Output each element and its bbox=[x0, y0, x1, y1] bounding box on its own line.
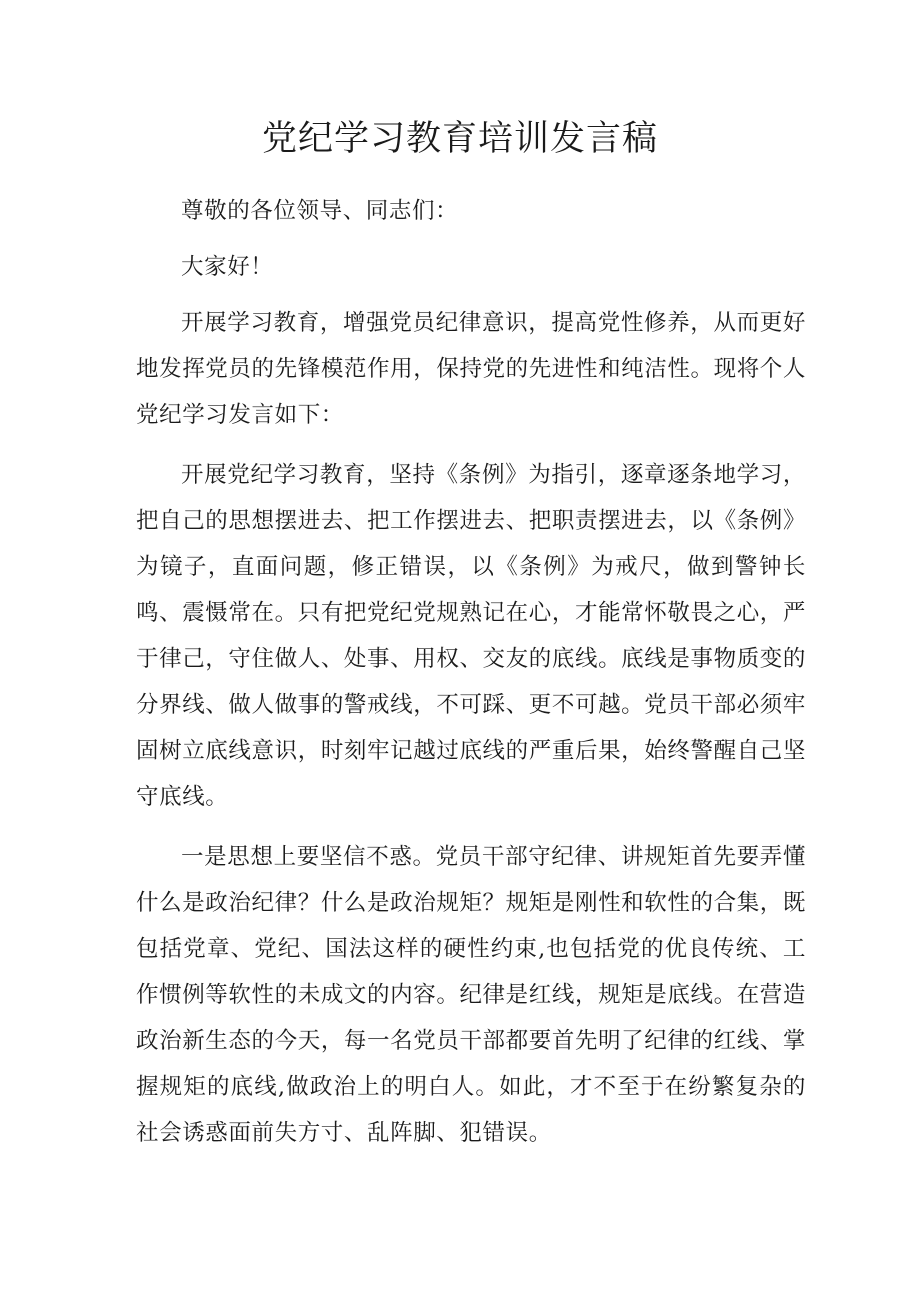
body-paragraph: 一是思想上要坚信不惑。党员干部守纪律、讲规矩首先要弄懂什么是政治纪律？什么是政治规矩？规矩是刚性和软性的合集，既包括党章、党纪、国法这样的硬性约束,也包括党的优良传统、工作惯例等软性的未成文的内容。纪律是红线，规矩是底线。在营造政治新生态的今天，每一名党员干部都要首先明了纪律的红线、掌握规矩的底线,做政治上的明白人。如此，才不至于在纷繁复杂的社会诱惑面前失方寸、乱阵脚、犯错误。 bbox=[136, 844, 806, 1146]
salutation-paragraph: 尊敬的各位领导、同志们： bbox=[181, 198, 459, 224]
greeting-paragraph: 大家好！ bbox=[181, 254, 274, 280]
document-title: 党纪学习教育培训发言稿 bbox=[261, 119, 658, 159]
intro-paragraph: 开展学习教育，增强党员纪律意识，提高党性修养，从而更好地发挥党员的先锋模范作用，保持党的先进性和纯洁性。现将个人党纪学习发言如下： bbox=[136, 310, 806, 428]
body-paragraph: 开展党纪学习教育，坚持《条例》为指引，逐章逐条地学习，把自己的思想摆进去、把工作摆进去、把职责摆进去，以《条例》为镜子，直面问题，修正错误，以《条例》为戒尺，做到警钟长鸣、震慑常在。只有把党纪党规熟记在心，才能常怀敬畏之心，严于律己，守住做人、处事、用权、交友的底线。底线是事物质变的分界线、做人做事的警戒线，不可踩、更不可越。党员干部必须牢固树立底线意识，时刻牢记越过底线的严重后果，始终警醒自己坚守底线。 bbox=[136, 462, 806, 810]
document-body bbox=[136, 188, 806, 1170]
